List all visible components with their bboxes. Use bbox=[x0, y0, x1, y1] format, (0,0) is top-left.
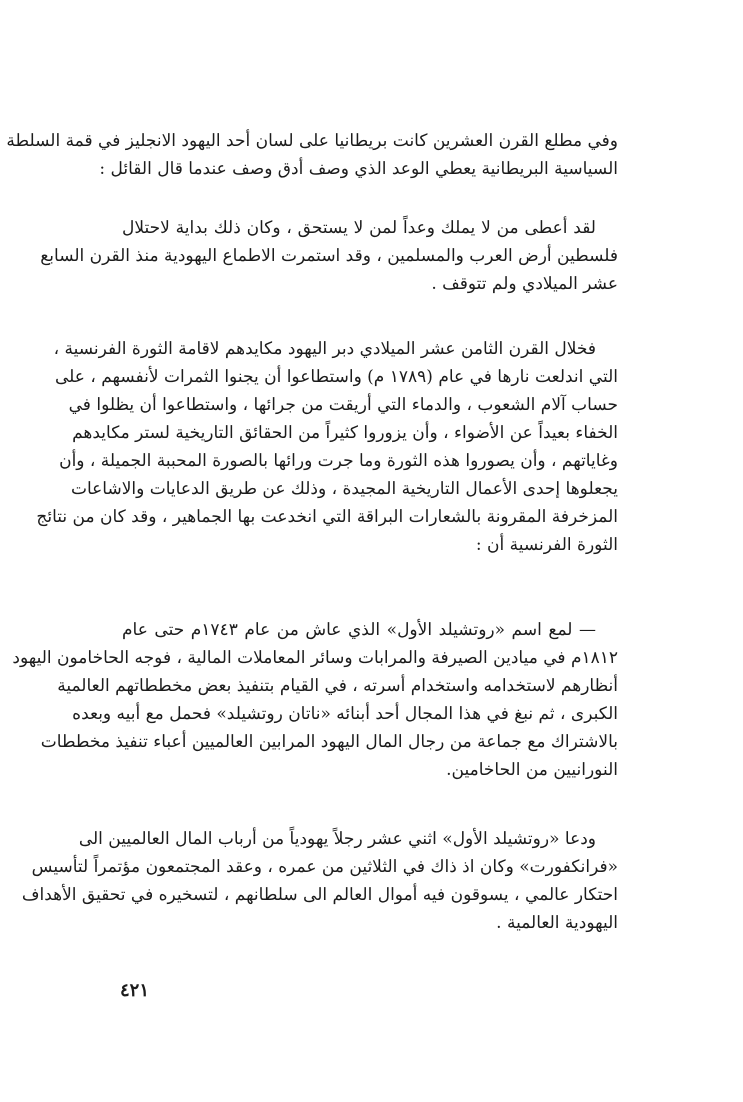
text-line: أنظارهم لاستخدامه واستخدام أسرته ، في القيام بتنفيذ بعض مخططاتهم العالمية bbox=[57, 676, 618, 696]
paragraph-3 bbox=[36, 335, 618, 559]
text-line: عشر الميلادي ولم تتوقف . bbox=[431, 274, 618, 294]
text-line: حساب آلام الشعوب ، والدماء التي أريقت من جرائها ، واستطاعوا أن يظلوا في bbox=[68, 395, 618, 415]
text-line: فخلال القرن الثامن عشر الميلادي دبر اليهود مكايدهم لاقامة الثورة الفرنسية ، bbox=[53, 339, 596, 359]
text-line: بالاشتراك مع جماعة من رجال المال اليهود المرابين العالميين أعباء تنفيذ مخططات bbox=[40, 732, 618, 752]
text-line: اليهودية العالمية . bbox=[496, 913, 618, 933]
paragraph-4 bbox=[12, 616, 618, 784]
text-line: المزخرفة المقرونة بالشعارات البراقة التي انخدعت بها الجماهير ، وقد كان من نتائج bbox=[36, 507, 618, 527]
text-line: يجعلوها إحدى الأعمال التاريخية المجيدة ، وذلك عن طريق الدعايات والاشاعات bbox=[70, 479, 618, 499]
text-line: «فرانكفورت» وكان اذ ذاك في الثلاثين من عمره ، وعقد المجتمعون مؤتمراً لتأسيس bbox=[31, 857, 618, 877]
text-line: وغاياتهم ، وأن يصوروا هذه الثورة وما جرت ورائها بالصورة المحببة الجميلة ، وأن bbox=[59, 451, 618, 471]
text-line: وفي مطلع القرن العشرين كانت بريطانيا على لسان أحد اليهود الانجليز في قمة السلطة bbox=[6, 131, 618, 151]
text-line: السياسية البريطانية يعطي الوعد الذي وصف أدق وصف عندما قال القائل : bbox=[99, 159, 618, 179]
paragraph-5 bbox=[21, 825, 618, 937]
text-line: الخفاء بعيداً عن الأضواء ، وأن يزوروا كثيراً من الحقائق التاريخية لستر مكايدهم bbox=[72, 423, 618, 443]
text-line: النورانيين من الحاخامين. bbox=[446, 760, 618, 780]
text-line: فلسطين أرض العرب والمسلمين ، وقد استمرت الاطماع اليهودية منذ القرن السابع bbox=[40, 246, 618, 266]
text-line: التي اندلعت نارها في عام (١٧٨٩ م) واستطاعوا أن يجنوا الثمرات لأنفسهم ، على bbox=[54, 367, 618, 387]
text-line: لقد أعطى من لا يملك وعداً لمن لا يستحق ، وكان ذلك بداية لاحتلال bbox=[122, 218, 596, 238]
text-line: الثورة الفرنسية أن : bbox=[475, 535, 618, 555]
paragraph-1 bbox=[6, 127, 618, 183]
text-line: ١٨١٢م في ميادين الصيرفة والمرابات وسائر المعاملات المالية ، فوجه الحاخامون اليهود bbox=[12, 648, 618, 668]
page-number: ٤٢١ bbox=[120, 980, 150, 1001]
text-line: احتكار عالمي ، يسوقون فيه أموال العالم الى سلطانهم ، لتسخيره في تحقيق الأهداف bbox=[21, 885, 618, 905]
text-line: الكبرى ، ثم نبغ في هذا المجال أحد أبنائه «ناتان روتشيلد» فحمل مع أبيه وبعده bbox=[72, 704, 618, 724]
paragraph-2 bbox=[40, 214, 618, 298]
text-line: ودعا «روتشيلد الأول» اثني عشر رجلاً يهودياً من أرباب المال العالميين الى bbox=[78, 829, 596, 849]
text-line: — لمع اسم «روتشيلد الأول» الذي عاش من عام ١٧٤٣م حتى عام bbox=[122, 620, 596, 640]
